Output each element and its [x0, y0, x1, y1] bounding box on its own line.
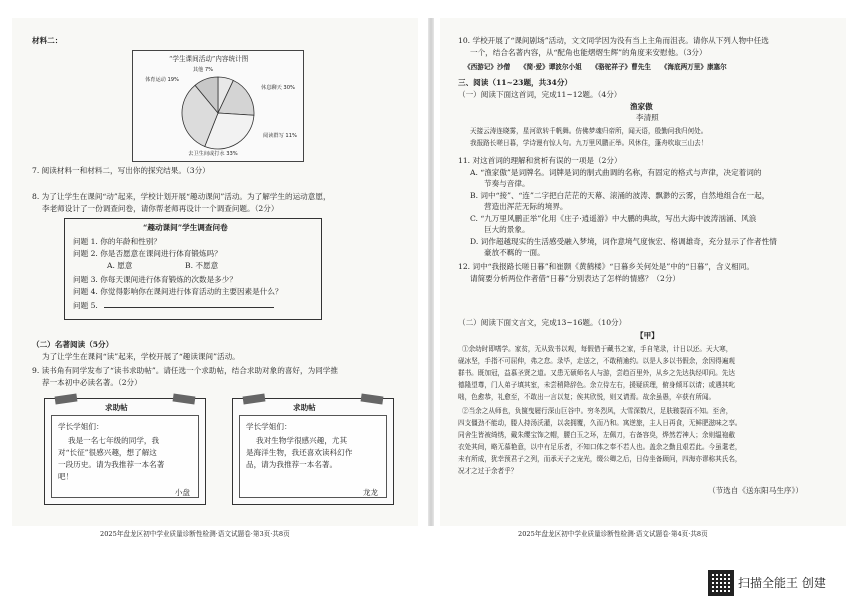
- poem-author: 李清照: [636, 113, 659, 122]
- question-11: 11. 对这首词的理解和赏析有误的一项是（2分）: [458, 156, 622, 165]
- q11-option-a-cont: 节奏与音律。: [484, 179, 530, 188]
- question-10-line1: 10. 学校开展了“课间剧场”活动，文文同学因为没有当上主角而沮丧。请你从下列人物中任选: [458, 36, 769, 45]
- question-8-line2: 李老师设计了一份调查问卷，请你帮老师再设计一个调查问题。（2分）: [42, 204, 279, 213]
- q11-option-c-cont: 巨大的景象。: [484, 225, 530, 234]
- chart-title: “学生课间活动”内容统计图: [169, 55, 249, 63]
- pie-slice-label: 其他 7%: [192, 67, 214, 73]
- questionnaire-option-a: A. 愿意: [107, 261, 133, 270]
- tape-icon: [243, 394, 266, 405]
- page-3-footer: 2025年盘龙区初中学业质量诊断性检测·语文试题卷·第3页·共8页: [100, 530, 290, 538]
- poem-line: 我报路长嗟日暮，学诗谩有惊人句。九万里风鹏正举。风休住，蓬舟吹取三山去！: [470, 139, 708, 147]
- question-10-line2: 一个，结合名著内容，从“配角也能熠熠生辉”的角度来安慰他。（3分）: [470, 48, 707, 57]
- note-2-text: 品，请为我推荐一本名著。: [246, 460, 338, 469]
- passage-line: 同舍生皆被绮绣，戴朱缨宝饰之帽，腰白玉之环，左佩刀，右备容臭，烨然若神人；余则缊袍敝: [458, 431, 735, 439]
- pie-chart: [133, 51, 303, 161]
- tape-icon: [55, 394, 78, 405]
- passage-line: 衣处其间，略无慕艳意，以中有足乐者，不知口体之奉不若人也。盖余之勤且艰若此。今虽耄老，: [458, 443, 742, 451]
- questionnaire-q3: 问题 3. 你每天课间进行体育锻炼的次数是多少？: [73, 275, 237, 284]
- page-4-footer: 2025年盘龙区初中学业质量诊断性检测·语文试题卷·第4页·共8页: [518, 530, 708, 538]
- questionnaire-q1: 问题 1. 你的年龄和性别？: [73, 237, 162, 246]
- sub-section-1: （一）阅读下面这首词，完成11~12题。（4分）: [458, 90, 622, 99]
- note-1-body: [51, 415, 199, 498]
- questionnaire-box: [64, 218, 322, 320]
- question-8-line1: 8. 为了让学生在课间“动”起来，学校计划开展“趣动课间”活动。为了解学生的运动意愿，: [32, 192, 331, 201]
- note-2-signature: 龙龙: [362, 488, 378, 497]
- note-1-text: 对“长征”很感兴趣，想了解这: [58, 448, 157, 457]
- exam-page-4: [440, 18, 846, 538]
- note-1-text: 我是一名七年级的同学，我: [68, 436, 160, 445]
- tape-icon: [361, 394, 384, 405]
- pie-slice-label: 体育运动 19%: [145, 77, 179, 83]
- tape-icon: [173, 394, 196, 405]
- passage-line: 咄，色愈恭，礼愈至，不敢出一言以复；俟其欣悦，则又请焉。故余虽愚，卒获有所闻。: [458, 393, 716, 401]
- q11-option-b-cont: 营造出浑茫无际的境界。: [484, 202, 568, 211]
- note-2-body: [239, 415, 387, 498]
- pie-slice-label: 休息聊天 30%: [261, 85, 295, 91]
- answer-blank[interactable]: [104, 307, 274, 308]
- poem-title: 渔家傲: [630, 102, 653, 111]
- question-9-line2: 荐一本初中必读名著。（2分）: [42, 378, 142, 387]
- q11-option-d: D. 词作超越现实的生活感受融入梦境，词作意境气度恢宏、格调雄奇，充分显示了作者性情: [470, 237, 777, 246]
- question-12-line2: 请简要分析两位作者借“日暮”分别表达了怎样的情感？（2分）: [470, 274, 681, 283]
- note-1-greeting: 学长学姐们：: [58, 422, 104, 431]
- qr-code-icon: [708, 570, 734, 596]
- passage-line: 未有所成，犹幸预君子之列，而承天子之宠光，缀公卿之后，日侍坐备顾问，四海亦谬称其氏名，: [458, 455, 742, 463]
- passage-jia-label: 【甲】: [636, 331, 659, 340]
- passage-source: （节选自《送东阳马生序》）: [708, 486, 803, 495]
- questionnaire-q5: [73, 301, 274, 311]
- sub-section-2: （二）阅读下面文言文，完成13~16题。（10分）: [458, 318, 627, 327]
- q11-option-b: B. 词中“接”、“连”二字把白茫茫的天幕、滚涌的波涛、飘渺的云雾，自然地组合在一起，: [470, 191, 770, 200]
- note-2-text: 是海洋生物，我还喜欢读科幻作: [246, 448, 353, 457]
- note-1-title: 求助帖: [105, 403, 128, 412]
- pie-slice-label: 阅读群写 11%: [263, 133, 297, 139]
- q11-option-a: A. “渔家傲”是词牌名。词牌是词的制式曲调的名称，有固定的格式与声律，决定着词的: [470, 168, 762, 177]
- questionnaire-q5-label: 问题 5.: [73, 301, 98, 310]
- passage-line: 群书。既加冠，益慕圣贤之道。又患无硕师名人与游，尝趋百里外，从乡之先达执经叩问。先达: [458, 369, 735, 377]
- pie-slice-label: 去卫生间或打水 33%: [188, 151, 238, 157]
- note-1-text: 吧！: [58, 472, 74, 481]
- passage-line: 四支僵劲不能动，媵人持汤沃灌，以衾拥覆，久而乃和。寓逆旅，主人日再食，无鲜肥滋味之享。: [458, 419, 742, 427]
- questionnaire-option-b: B. 不愿意: [185, 261, 219, 270]
- note-2-text: 我对生物学很感兴趣，尤其: [256, 436, 348, 445]
- passage-line: 砚冰坚，手指不可屈伸，弗之怠。录毕，走送之，不敢稍逾约。以是人多以书假余，余因得遍观: [458, 357, 735, 365]
- material2-label: 材料二：: [32, 36, 63, 45]
- passage-line: ①余幼时即嗜学。家贫，无从致书以观，每假借于藏书之家，手自笔录，计日以还。天大寒，: [462, 345, 733, 353]
- section-2-title: （二）名著阅读（5分）: [32, 340, 114, 349]
- question-12-line1: 12. 词中“我报路长嗟日暮”和崔颢《黄鹤楼》“日暮乡关何处是”中的“日暮”，含义相同。: [458, 262, 754, 271]
- note-2-greeting: 学长学姐们：: [246, 422, 292, 431]
- q11-option-c: C. “九万里风鹏正举”化用《庄子·逍遥游》中大鹏的典故，写出大海中波涛汹涌、风浪: [470, 214, 757, 223]
- q11-option-d-cont: 豪放不羁的一面。: [484, 248, 545, 257]
- passage-line: ②当余之从师也，负箧曳屣行深山巨谷中。穷冬烈风，大雪深数尺，足肤皲裂而不知。至舍，: [462, 407, 733, 415]
- passage-line: 况才之过于余者乎？: [458, 467, 518, 475]
- questionnaire-q2: 问题 2. 你是否愿意在课间进行体育锻炼吗？: [73, 249, 222, 258]
- scanner-watermark: 扫描全能王 创建: [738, 576, 826, 590]
- exam-page-3: [12, 18, 418, 538]
- poem-line: 天接云涛连晓雾，星河欲转千帆舞。仿佛梦魂归帝所，闻天语，殷勤问我归何处。: [470, 127, 708, 135]
- passage-line: 德隆望尊，门人弟子填其室，未尝稍降辞色。余立侍左右，援疑质理，俯身倾耳以请；或遇其叱: [458, 381, 735, 389]
- questionnaire-title: “趣动课间”学生调查问卷: [143, 223, 228, 232]
- note-1-signature: 小盘: [174, 488, 190, 497]
- help-note-2: [232, 398, 394, 505]
- note-2-title: 求助帖: [293, 403, 316, 412]
- help-note-1: [44, 398, 206, 505]
- question-9-line1: 9. 读书角有同学发布了“读书求助帖”。请任选一个求助帖，结合求助对象的喜好，为同学推: [32, 366, 338, 375]
- section-3-title: 三、阅读（11~23题，共34分）: [458, 78, 573, 87]
- section-2-intro: 为了让学生在课间“读”起来，学校开展了“趣读课间”活动。: [42, 352, 240, 361]
- question-10-options: 《西游记》沙僧 《简·爱》谭波尔小姐 《骆驼祥子》曹先生 《海底两万里》康塞尔: [464, 63, 727, 71]
- questionnaire-q4: 问题 4. 你觉得影响你在课间进行体育活动的主要因素是什么？: [73, 287, 283, 296]
- note-1-text: 一段历史。请为我推荐一本名著: [58, 460, 165, 469]
- question-7: 7. 阅读材料一和材料二，写出你的探究结果。（3分）: [32, 166, 210, 175]
- page-fold: [428, 18, 434, 526]
- pie-chart-box: [132, 50, 304, 162]
